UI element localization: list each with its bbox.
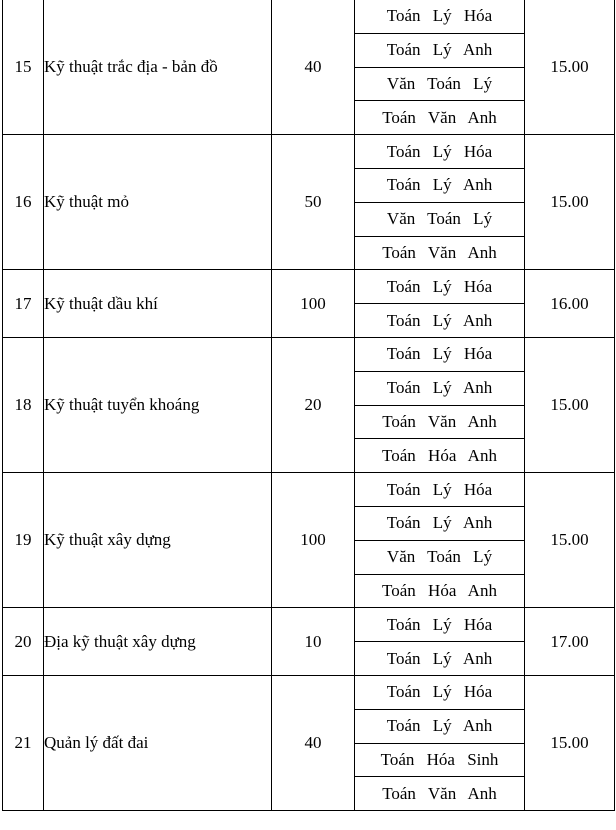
quota-value: 100: [272, 473, 355, 608]
admissions-table: [2, 0, 615, 811]
quota-value: 50: [272, 135, 355, 270]
subject-combination: Toán Lý Anh: [355, 168, 525, 202]
table-row: [3, 0, 615, 33]
row-number: 15: [3, 0, 44, 135]
table-row: [3, 473, 615, 507]
cutoff-score: 15.00: [525, 135, 615, 270]
quota-value: 40: [272, 0, 355, 135]
table-row: [3, 270, 615, 304]
quota-value: 20: [272, 337, 355, 472]
subject-combination: Toán Lý Anh: [355, 642, 525, 676]
subject-combination: Toán Lý Anh: [355, 709, 525, 743]
table-row: [3, 337, 615, 371]
cutoff-score: 15.00: [525, 337, 615, 472]
row-number: 17: [3, 270, 44, 338]
quota-value: 10: [272, 608, 355, 676]
table-row: [3, 135, 615, 169]
row-number: 20: [3, 608, 44, 676]
cutoff-score: 15.00: [525, 0, 615, 135]
cutoff-score: 15.00: [525, 675, 615, 810]
subject-combination: Toán Hóa Sinh: [355, 743, 525, 777]
major-name: Kỹ thuật tuyển khoáng: [44, 337, 272, 472]
subject-combination: Toán Lý Anh: [355, 371, 525, 405]
subject-combination: Toán Văn Anh: [355, 101, 525, 135]
major-name: Kỹ thuật mỏ: [44, 135, 272, 270]
subject-combination: Toán Văn Anh: [355, 236, 525, 270]
quota-value: 40: [272, 675, 355, 810]
row-number: 21: [3, 675, 44, 810]
admissions-table-body: [3, 0, 615, 811]
subject-combination: Toán Lý Anh: [355, 506, 525, 540]
major-name: Quản lý đất đai: [44, 675, 272, 810]
major-name: Kỹ thuật dầu khí: [44, 270, 272, 338]
table-row: [3, 675, 615, 709]
subject-combination: Toán Văn Anh: [355, 777, 525, 811]
table-row: [3, 608, 615, 642]
subject-combination: Toán Lý Anh: [355, 33, 525, 67]
quota-value: 100: [272, 270, 355, 338]
subject-combination: Toán Hóa Anh: [355, 439, 525, 473]
subject-combination: Toán Văn Anh: [355, 405, 525, 439]
subject-combination: Toán Lý Hóa: [355, 675, 525, 709]
subject-combination: Toán Hóa Anh: [355, 574, 525, 608]
cutoff-score: 17.00: [525, 608, 615, 676]
cutoff-score: 15.00: [525, 473, 615, 608]
subject-combination: Toán Lý Hóa: [355, 0, 525, 33]
major-name: Kỹ thuật xây dựng: [44, 473, 272, 608]
major-name: Kỹ thuật trắc địa - bản đồ: [44, 0, 272, 135]
subject-combination: Toán Lý Anh: [355, 304, 525, 338]
subject-combination: Toán Lý Hóa: [355, 337, 525, 371]
subject-combination: Toán Lý Hóa: [355, 473, 525, 507]
row-number: 19: [3, 473, 44, 608]
row-number: 18: [3, 337, 44, 472]
row-number: 16: [3, 135, 44, 270]
subject-combination: Toán Lý Hóa: [355, 135, 525, 169]
cutoff-score: 16.00: [525, 270, 615, 338]
subject-combination: Văn Toán Lý: [355, 202, 525, 236]
subject-combination: Toán Lý Hóa: [355, 608, 525, 642]
subject-combination: Toán Lý Hóa: [355, 270, 525, 304]
subject-combination: Văn Toán Lý: [355, 67, 525, 101]
subject-combination: Văn Toán Lý: [355, 540, 525, 574]
major-name: Địa kỹ thuật xây dựng: [44, 608, 272, 676]
